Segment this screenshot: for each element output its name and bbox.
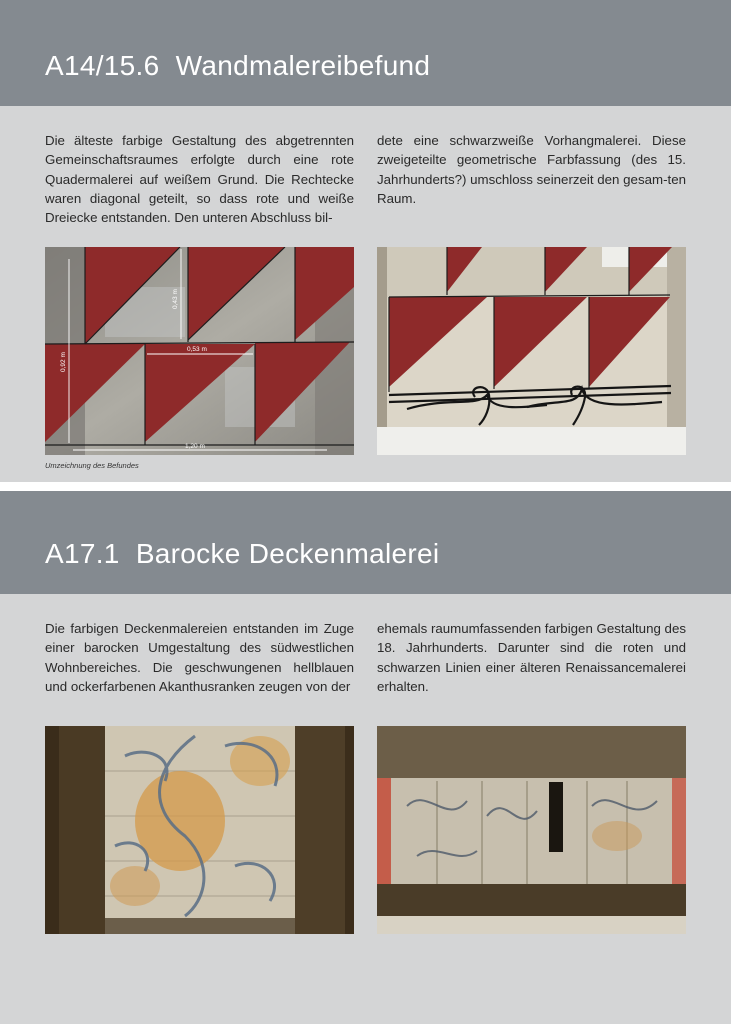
ceiling-beam-image xyxy=(377,726,686,934)
section1-heading: A14/15.6 Wandmalereibefund xyxy=(45,50,431,81)
section1-text-right: dete eine schwarzweiße Vorhangmalerei. Diese zweigeteilte geometrische Farbfassung (des 15. Jahrhunderts?) umschloss seinerzeit den gesam-ten Raum. xyxy=(377,133,686,206)
section2-text-right: ehemals raumumfassenden farbigen Gestaltung des 18. Jahrhunderts. Darunter sind die roten und schwarzen Linien einer älteren Renaissancemalerei erhalten. xyxy=(377,621,686,694)
measure-width: 0,53 m xyxy=(187,346,207,353)
mural-drawing-image xyxy=(45,247,354,455)
section2-header xyxy=(0,491,731,594)
section-divider xyxy=(0,482,731,491)
section2-heading: A17.1 Barocke Deckenmalerei xyxy=(45,538,440,569)
figure-caption: Umzeichnung des Befundes xyxy=(45,461,139,470)
curtain-painting-image xyxy=(377,247,686,455)
measure-height-top: 0,43 m xyxy=(172,289,179,309)
measure-height-left: 0,92 m xyxy=(60,352,67,372)
section1-header xyxy=(0,0,731,106)
baroque-ceiling-image xyxy=(45,726,354,934)
section2-text-left: Die farbigen Deckenmalereien entstanden im Zuge einer barocken Umgestaltung des südwestlichen Wohnbereiches. Die geschwungenen hellblauen und ockerfarbenen Akanthusranken zeugen von der xyxy=(45,621,354,694)
measure-bottom: 1,20 m xyxy=(185,443,205,450)
section1-text-left: Die älteste farbige Gestaltung des abgetrennten Gemeinschaftsraumes erfolgte durch eine rote Quadermalerei auf weißem Grund. Die Rechtecke waren diagonal geteilt, so dass rote und weiße Dreiecke entstanden. Den unteren Abschluss bil- xyxy=(45,133,354,226)
